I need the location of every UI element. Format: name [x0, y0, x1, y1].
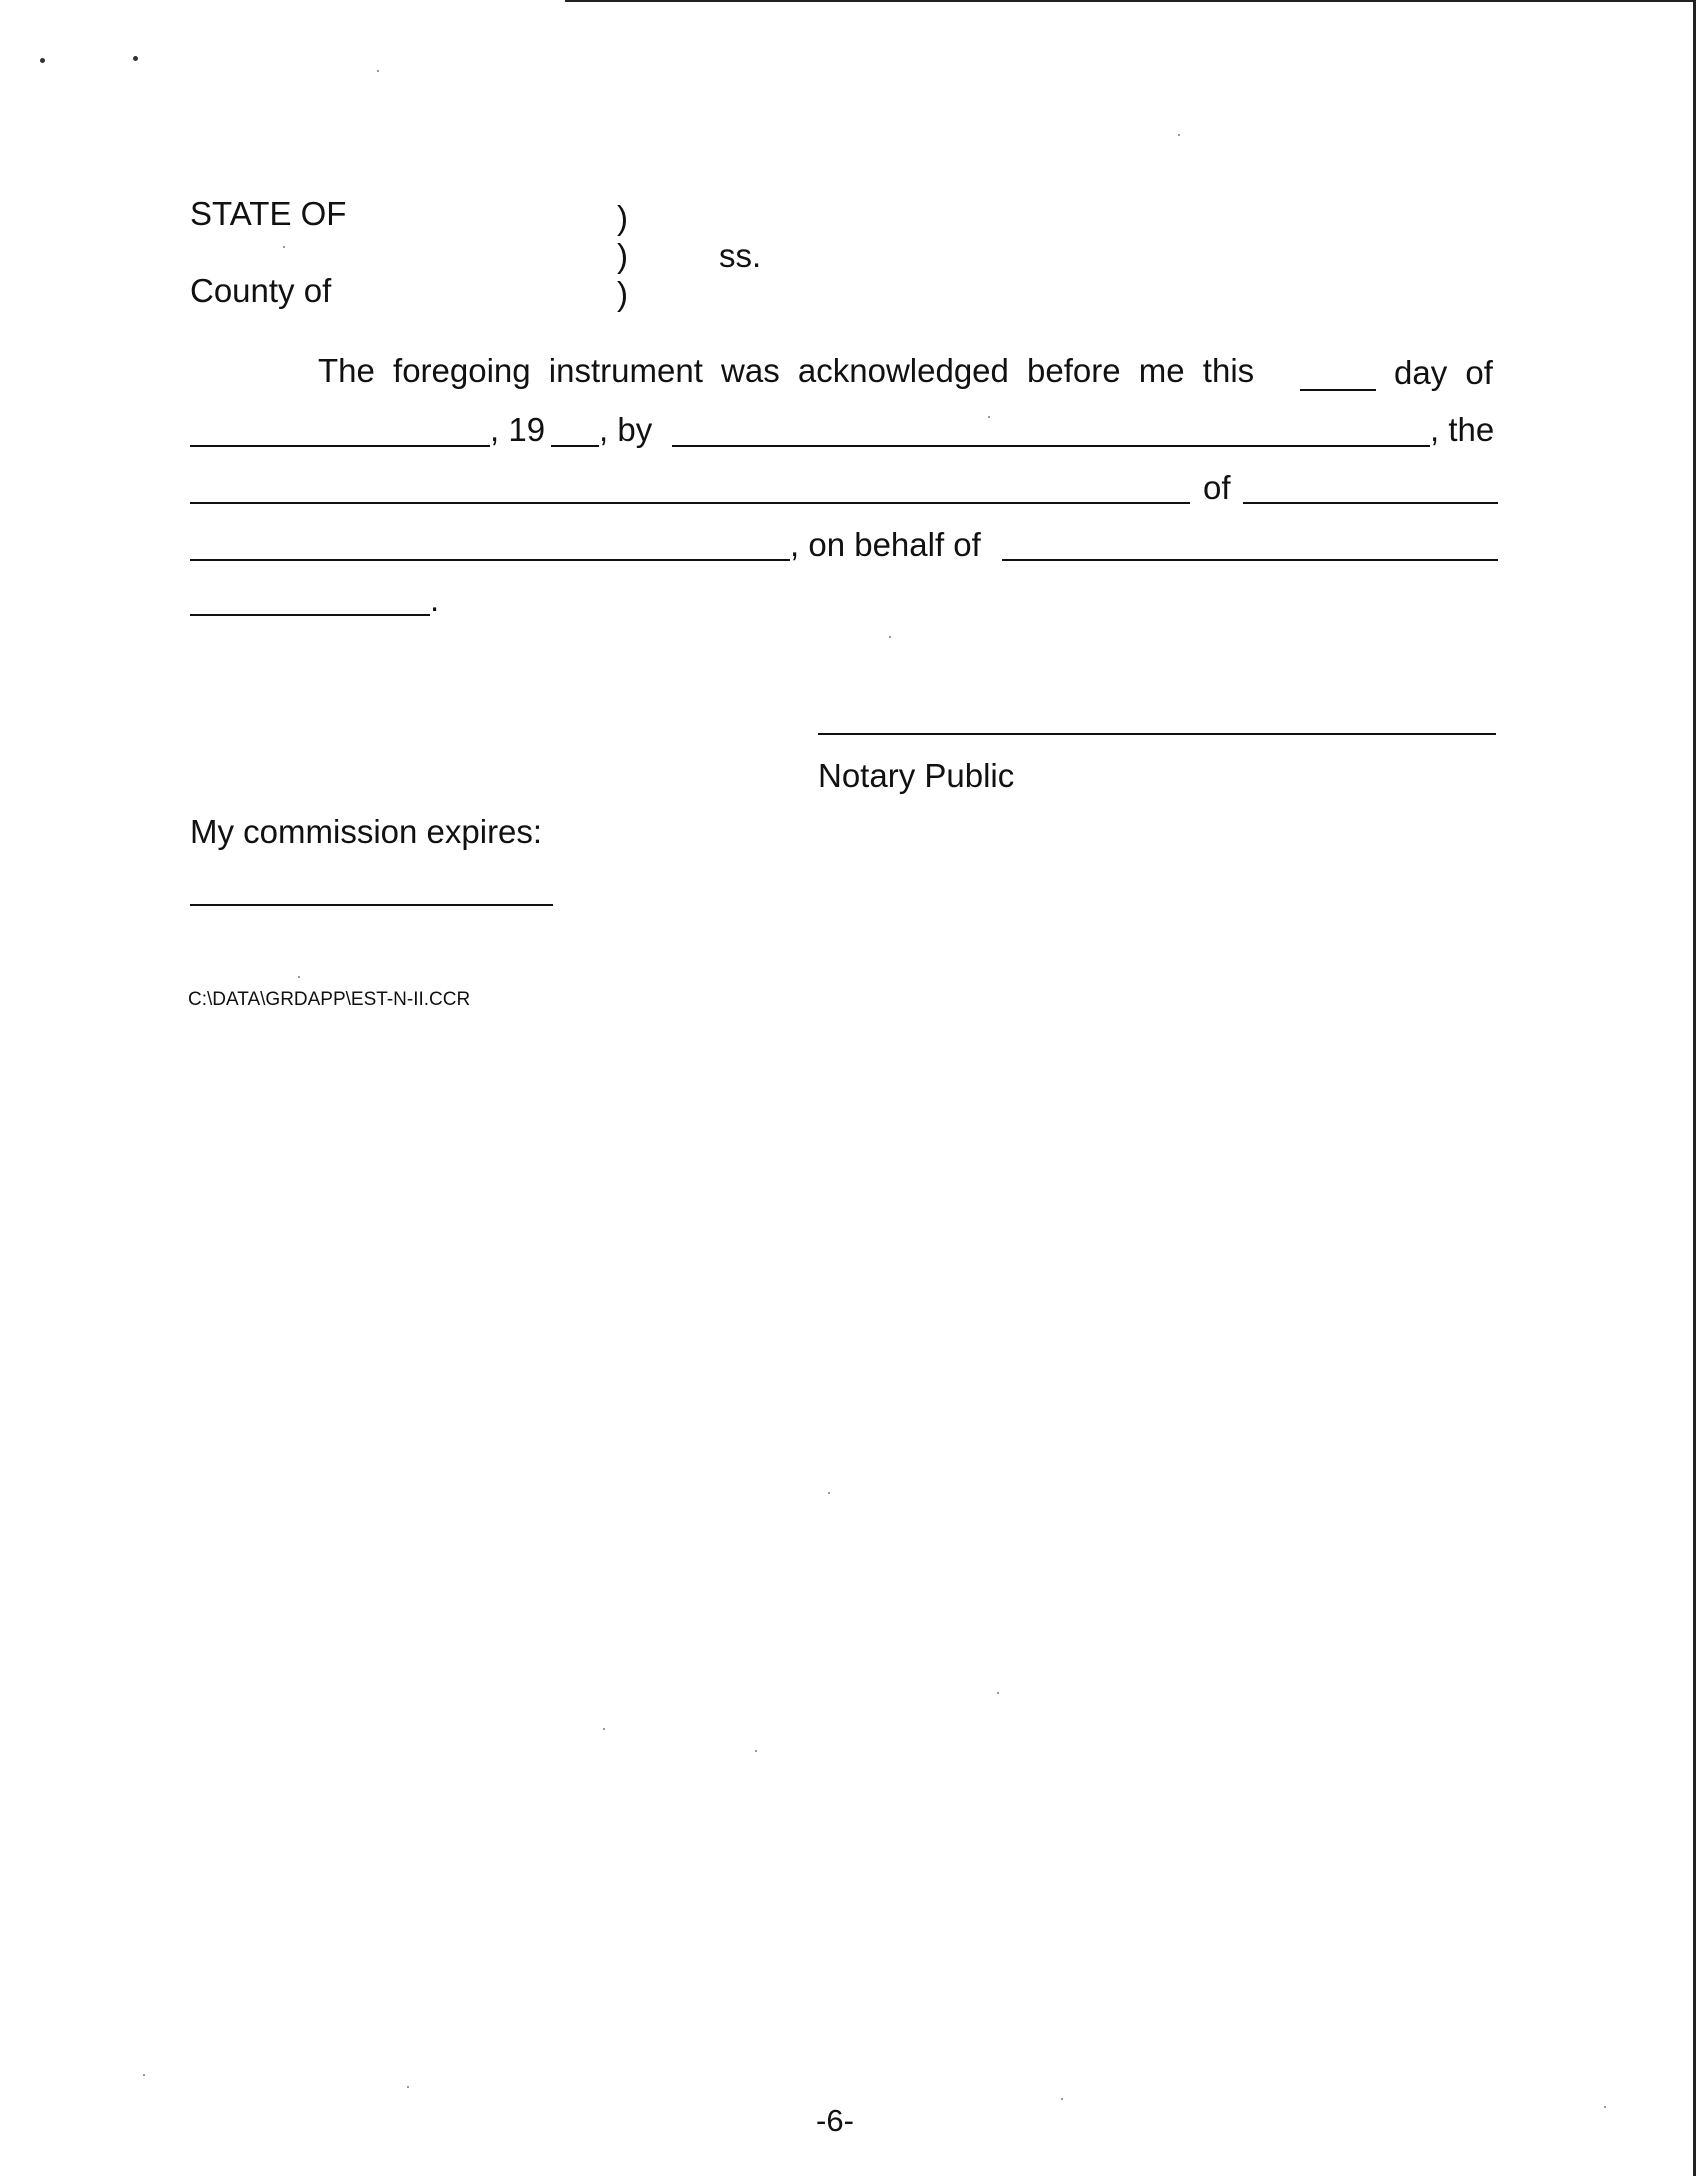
ss-label: ss. — [719, 237, 762, 274]
month-blank[interactable] — [190, 445, 490, 447]
commission-expires-label: My commission expires: — [190, 813, 543, 850]
scan-speck — [377, 70, 379, 72]
closing-blank[interactable] — [190, 614, 430, 616]
scan-speck — [755, 1750, 757, 1752]
scan-speck — [1178, 134, 1180, 136]
venue-paren-2: ) — [617, 237, 628, 274]
venue-paren-1: ) — [617, 199, 628, 236]
scan-speck — [143, 2074, 145, 2076]
day-of-text: day of — [1394, 354, 1493, 391]
page-number: -6- — [816, 2103, 854, 2138]
notary-signature-line[interactable] — [818, 733, 1496, 735]
scan-top-edge — [565, 0, 1696, 2]
title-blank[interactable] — [190, 502, 1190, 504]
acknowledgment-lead-text: The foregoing instrument was acknowledged before me this — [318, 352, 1255, 389]
county-label: County of — [190, 272, 332, 309]
scan-speck — [988, 416, 990, 418]
entity-blank[interactable] — [1243, 502, 1498, 504]
scan-speck — [1604, 2106, 1606, 2108]
scan-speck — [298, 976, 300, 978]
scan-speck — [40, 58, 45, 63]
state-label: STATE OF — [190, 195, 347, 232]
scan-speck — [603, 1728, 605, 1730]
acknowledger-name-blank[interactable] — [672, 445, 1430, 447]
scan-speck — [997, 1692, 999, 1694]
year-prefix-text: , 19 — [490, 411, 546, 448]
by-text: , by — [599, 411, 653, 448]
scan-speck — [407, 2086, 409, 2088]
scan-speck — [133, 56, 138, 61]
scan-speck — [828, 1492, 830, 1494]
scan-speck — [889, 636, 891, 638]
year-blank[interactable] — [551, 445, 599, 447]
scan-speck — [1061, 2098, 1063, 2100]
scan-speck — [283, 246, 285, 248]
commission-expiry-blank[interactable] — [190, 904, 553, 906]
day-blank[interactable] — [1300, 389, 1376, 391]
entity-continued-blank[interactable] — [190, 559, 790, 561]
venue-paren-3: ) — [617, 275, 628, 312]
the-text: , the — [1430, 411, 1495, 448]
notary-public-label: Notary Public — [818, 757, 1015, 794]
on-behalf-of-blank[interactable] — [1002, 559, 1498, 561]
on-behalf-of-text: , on behalf of — [790, 526, 981, 563]
of-text: of — [1203, 469, 1231, 506]
file-path-footer: C:\DATA\GRDAPP\EST-N-II.CCR — [188, 989, 471, 1010]
closing-period: . — [430, 581, 440, 618]
